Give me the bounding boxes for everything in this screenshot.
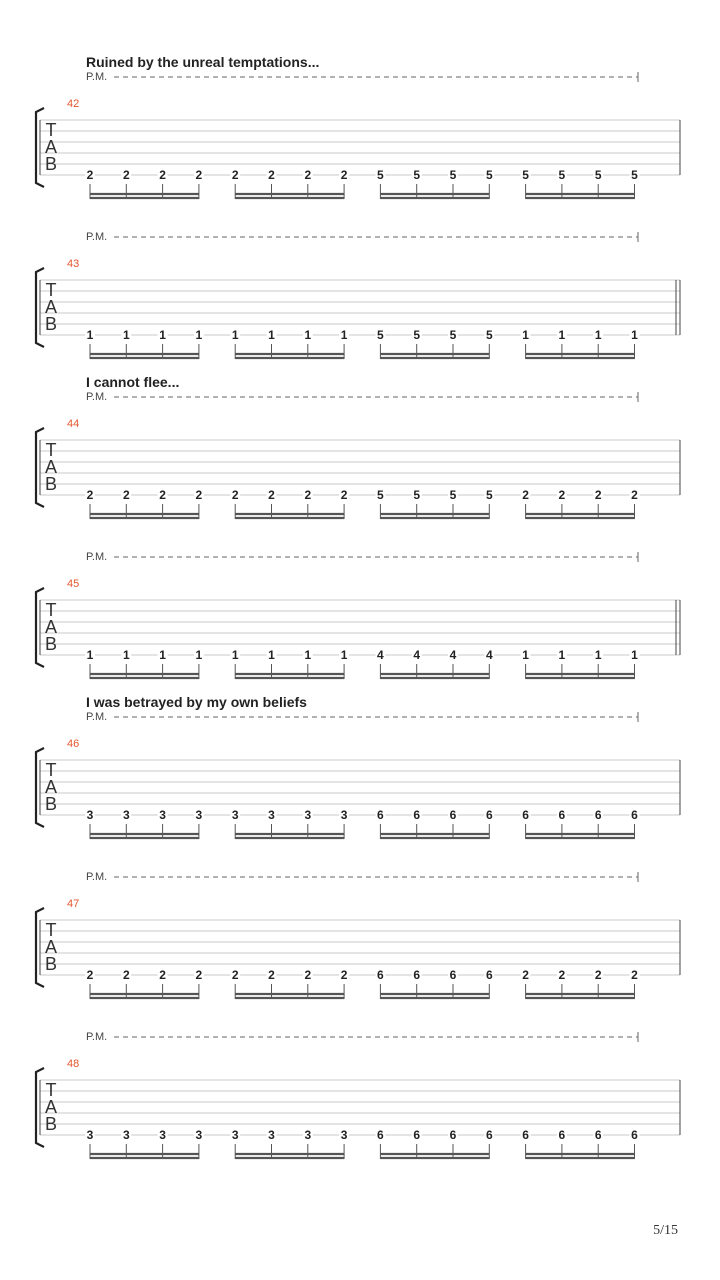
tab-clef-letter-t: T — [45, 760, 57, 780]
fret-number: 2 — [231, 168, 239, 182]
fret-number: 6 — [558, 808, 566, 822]
fret-number: 3 — [304, 1128, 312, 1142]
tab-clef-letter-b: B — [44, 954, 58, 974]
fret-number: 6 — [449, 808, 457, 822]
tab-clef-letter-t: T — [45, 280, 57, 300]
fret-number: 1 — [159, 648, 166, 662]
palm-mute-label: P.M. — [86, 391, 108, 403]
fret-number: 2 — [159, 488, 166, 502]
fret-number: 3 — [231, 1128, 239, 1142]
fret-number: 2 — [594, 968, 602, 982]
fret-number: 2 — [195, 488, 203, 502]
fret-number: 2 — [594, 488, 602, 502]
fret-number: 6 — [377, 1128, 384, 1142]
fret-number: 6 — [413, 968, 421, 982]
fret-number: 1 — [268, 648, 275, 662]
fret-number: 5 — [449, 328, 457, 342]
fret-number: 1 — [340, 328, 348, 342]
tab-clef-letter-a: A — [44, 1097, 58, 1117]
fret-number: 2 — [631, 968, 638, 982]
fret-number: 5 — [413, 488, 421, 502]
fret-number: 3 — [122, 1128, 130, 1142]
measure-number: 42 — [67, 98, 80, 110]
tab-clef-letter-t: T — [45, 920, 57, 940]
fret-number: 5 — [377, 328, 384, 342]
fret-number: 3 — [340, 1128, 348, 1142]
fret-number: 1 — [558, 648, 566, 662]
fret-number: 2 — [231, 968, 239, 982]
fret-number: 2 — [159, 968, 166, 982]
fret-number: 2 — [231, 488, 239, 502]
fret-number: 1 — [268, 328, 275, 342]
fret-number: 2 — [340, 488, 348, 502]
fret-number: 5 — [449, 168, 457, 182]
fret-number: 2 — [86, 488, 94, 502]
measure-number: 44 — [67, 418, 80, 430]
fret-number: 3 — [195, 1128, 203, 1142]
fret-number: 6 — [594, 808, 602, 822]
fret-number: 2 — [304, 488, 312, 502]
lyric-line: Ruined by the unreal temptations... — [86, 54, 320, 70]
fret-number: 2 — [340, 168, 348, 182]
tab-clef-letter-b: B — [44, 634, 58, 654]
fret-number: 6 — [522, 1128, 529, 1142]
fret-number: 1 — [522, 328, 529, 342]
fret-number: 1 — [86, 648, 94, 662]
fret-number: 1 — [195, 328, 203, 342]
tab-clef-letter-a: A — [44, 457, 58, 477]
fret-number: 3 — [268, 808, 275, 822]
fret-number: 1 — [86, 328, 94, 342]
fret-number: 3 — [195, 808, 203, 822]
tab-clef-letter-b: B — [44, 794, 58, 814]
tab-clef-letter-a: A — [44, 617, 58, 637]
fret-number: 6 — [631, 808, 638, 822]
palm-mute-label: P.M. — [86, 711, 108, 723]
fret-number: 2 — [122, 168, 130, 182]
fret-number: 2 — [340, 968, 348, 982]
tab-clef-letter-b: B — [44, 1114, 58, 1134]
fret-number: 1 — [304, 328, 312, 342]
fret-number: 3 — [159, 808, 166, 822]
fret-number: 5 — [522, 168, 529, 182]
fret-number: 5 — [377, 488, 384, 502]
fret-number: 6 — [485, 968, 493, 982]
tab-clef-letter-b: B — [44, 474, 58, 494]
fret-number: 2 — [86, 968, 94, 982]
fret-number: 1 — [631, 648, 638, 662]
fret-number: 4 — [449, 648, 457, 662]
fret-number: 3 — [122, 808, 130, 822]
tab-clef-letter-b: B — [44, 154, 58, 174]
fret-number: 6 — [449, 968, 457, 982]
tab-clef-letter-b: B — [44, 314, 58, 334]
fret-number: 2 — [268, 968, 275, 982]
palm-mute-label: P.M. — [86, 71, 108, 83]
fret-number: 5 — [449, 488, 457, 502]
palm-mute-label: P.M. — [86, 871, 108, 883]
fret-number: 2 — [631, 488, 638, 502]
fret-number: 6 — [413, 808, 421, 822]
fret-number: 6 — [413, 1128, 421, 1142]
measure-number: 48 — [67, 1058, 80, 1070]
tab-clef-letter-t: T — [45, 120, 57, 140]
fret-number: 2 — [122, 488, 130, 502]
fret-number: 2 — [195, 968, 203, 982]
fret-number: 3 — [268, 1128, 275, 1142]
fret-number: 6 — [522, 808, 529, 822]
palm-mute-label: P.M. — [86, 231, 108, 243]
fret-number: 5 — [485, 328, 493, 342]
lyric-line: I was betrayed by my own beliefs — [86, 694, 307, 710]
fret-number: 1 — [231, 648, 239, 662]
fret-number: 1 — [304, 648, 312, 662]
tab-clef-letter-a: A — [44, 937, 58, 957]
tab-clef-letter-t: T — [45, 600, 57, 620]
fret-number: 2 — [558, 488, 566, 502]
fret-number: 5 — [594, 168, 602, 182]
fret-number: 1 — [122, 328, 130, 342]
fret-number: 1 — [594, 648, 602, 662]
fret-number: 2 — [304, 168, 312, 182]
fret-number: 3 — [340, 808, 348, 822]
page-number: 5/15 — [653, 1223, 678, 1238]
fret-number: 6 — [558, 1128, 566, 1142]
measure-number: 45 — [67, 578, 80, 590]
fret-number: 5 — [485, 488, 493, 502]
fret-number: 1 — [231, 328, 239, 342]
fret-number: 5 — [485, 168, 493, 182]
tab-clef-letter-t: T — [45, 440, 57, 460]
palm-mute-label: P.M. — [86, 1031, 108, 1043]
fret-number: 1 — [159, 328, 166, 342]
palm-mute-label: P.M. — [86, 551, 108, 563]
fret-number: 6 — [485, 808, 493, 822]
fret-number: 2 — [195, 168, 203, 182]
fret-number: 5 — [413, 168, 421, 182]
fret-number: 6 — [377, 968, 384, 982]
fret-number: 3 — [159, 1128, 166, 1142]
measure-number: 46 — [67, 738, 80, 750]
fret-number: 1 — [631, 328, 638, 342]
fret-number: 6 — [631, 1128, 638, 1142]
fret-number: 2 — [558, 968, 566, 982]
fret-number: 1 — [195, 648, 203, 662]
fret-number: 1 — [522, 648, 529, 662]
fret-number: 2 — [268, 168, 275, 182]
fret-number: 1 — [558, 328, 566, 342]
fret-number: 6 — [485, 1128, 493, 1142]
fret-number: 3 — [86, 808, 94, 822]
fret-number: 5 — [377, 168, 384, 182]
fret-number: 4 — [377, 648, 384, 662]
fret-number: 4 — [413, 648, 421, 662]
measure-number: 47 — [67, 898, 80, 910]
fret-number: 2 — [122, 968, 130, 982]
tab-clef-letter-a: A — [44, 777, 58, 797]
fret-number: 2 — [522, 968, 529, 982]
fret-number: 3 — [304, 808, 312, 822]
fret-number: 5 — [631, 168, 638, 182]
fret-number: 6 — [594, 1128, 602, 1142]
fret-number: 5 — [413, 328, 421, 342]
tab-clef-letter-a: A — [44, 137, 58, 157]
fret-number: 2 — [304, 968, 312, 982]
tab-clef-letter-a: A — [44, 297, 58, 317]
fret-number: 4 — [485, 648, 493, 662]
fret-number: 5 — [558, 168, 566, 182]
fret-number: 3 — [86, 1128, 94, 1142]
fret-number: 3 — [231, 808, 239, 822]
tab-clef-letter-t: T — [45, 1080, 57, 1100]
fret-number: 2 — [522, 488, 529, 502]
fret-number: 2 — [268, 488, 275, 502]
lyric-line: I cannot flee... — [86, 374, 180, 390]
fret-number: 1 — [340, 648, 348, 662]
fret-number: 2 — [86, 168, 94, 182]
fret-number: 2 — [159, 168, 166, 182]
fret-number: 1 — [122, 648, 130, 662]
fret-number: 1 — [594, 328, 602, 342]
fret-number: 6 — [449, 1128, 457, 1142]
measure-number: 43 — [67, 258, 80, 270]
fret-number: 6 — [377, 808, 384, 822]
